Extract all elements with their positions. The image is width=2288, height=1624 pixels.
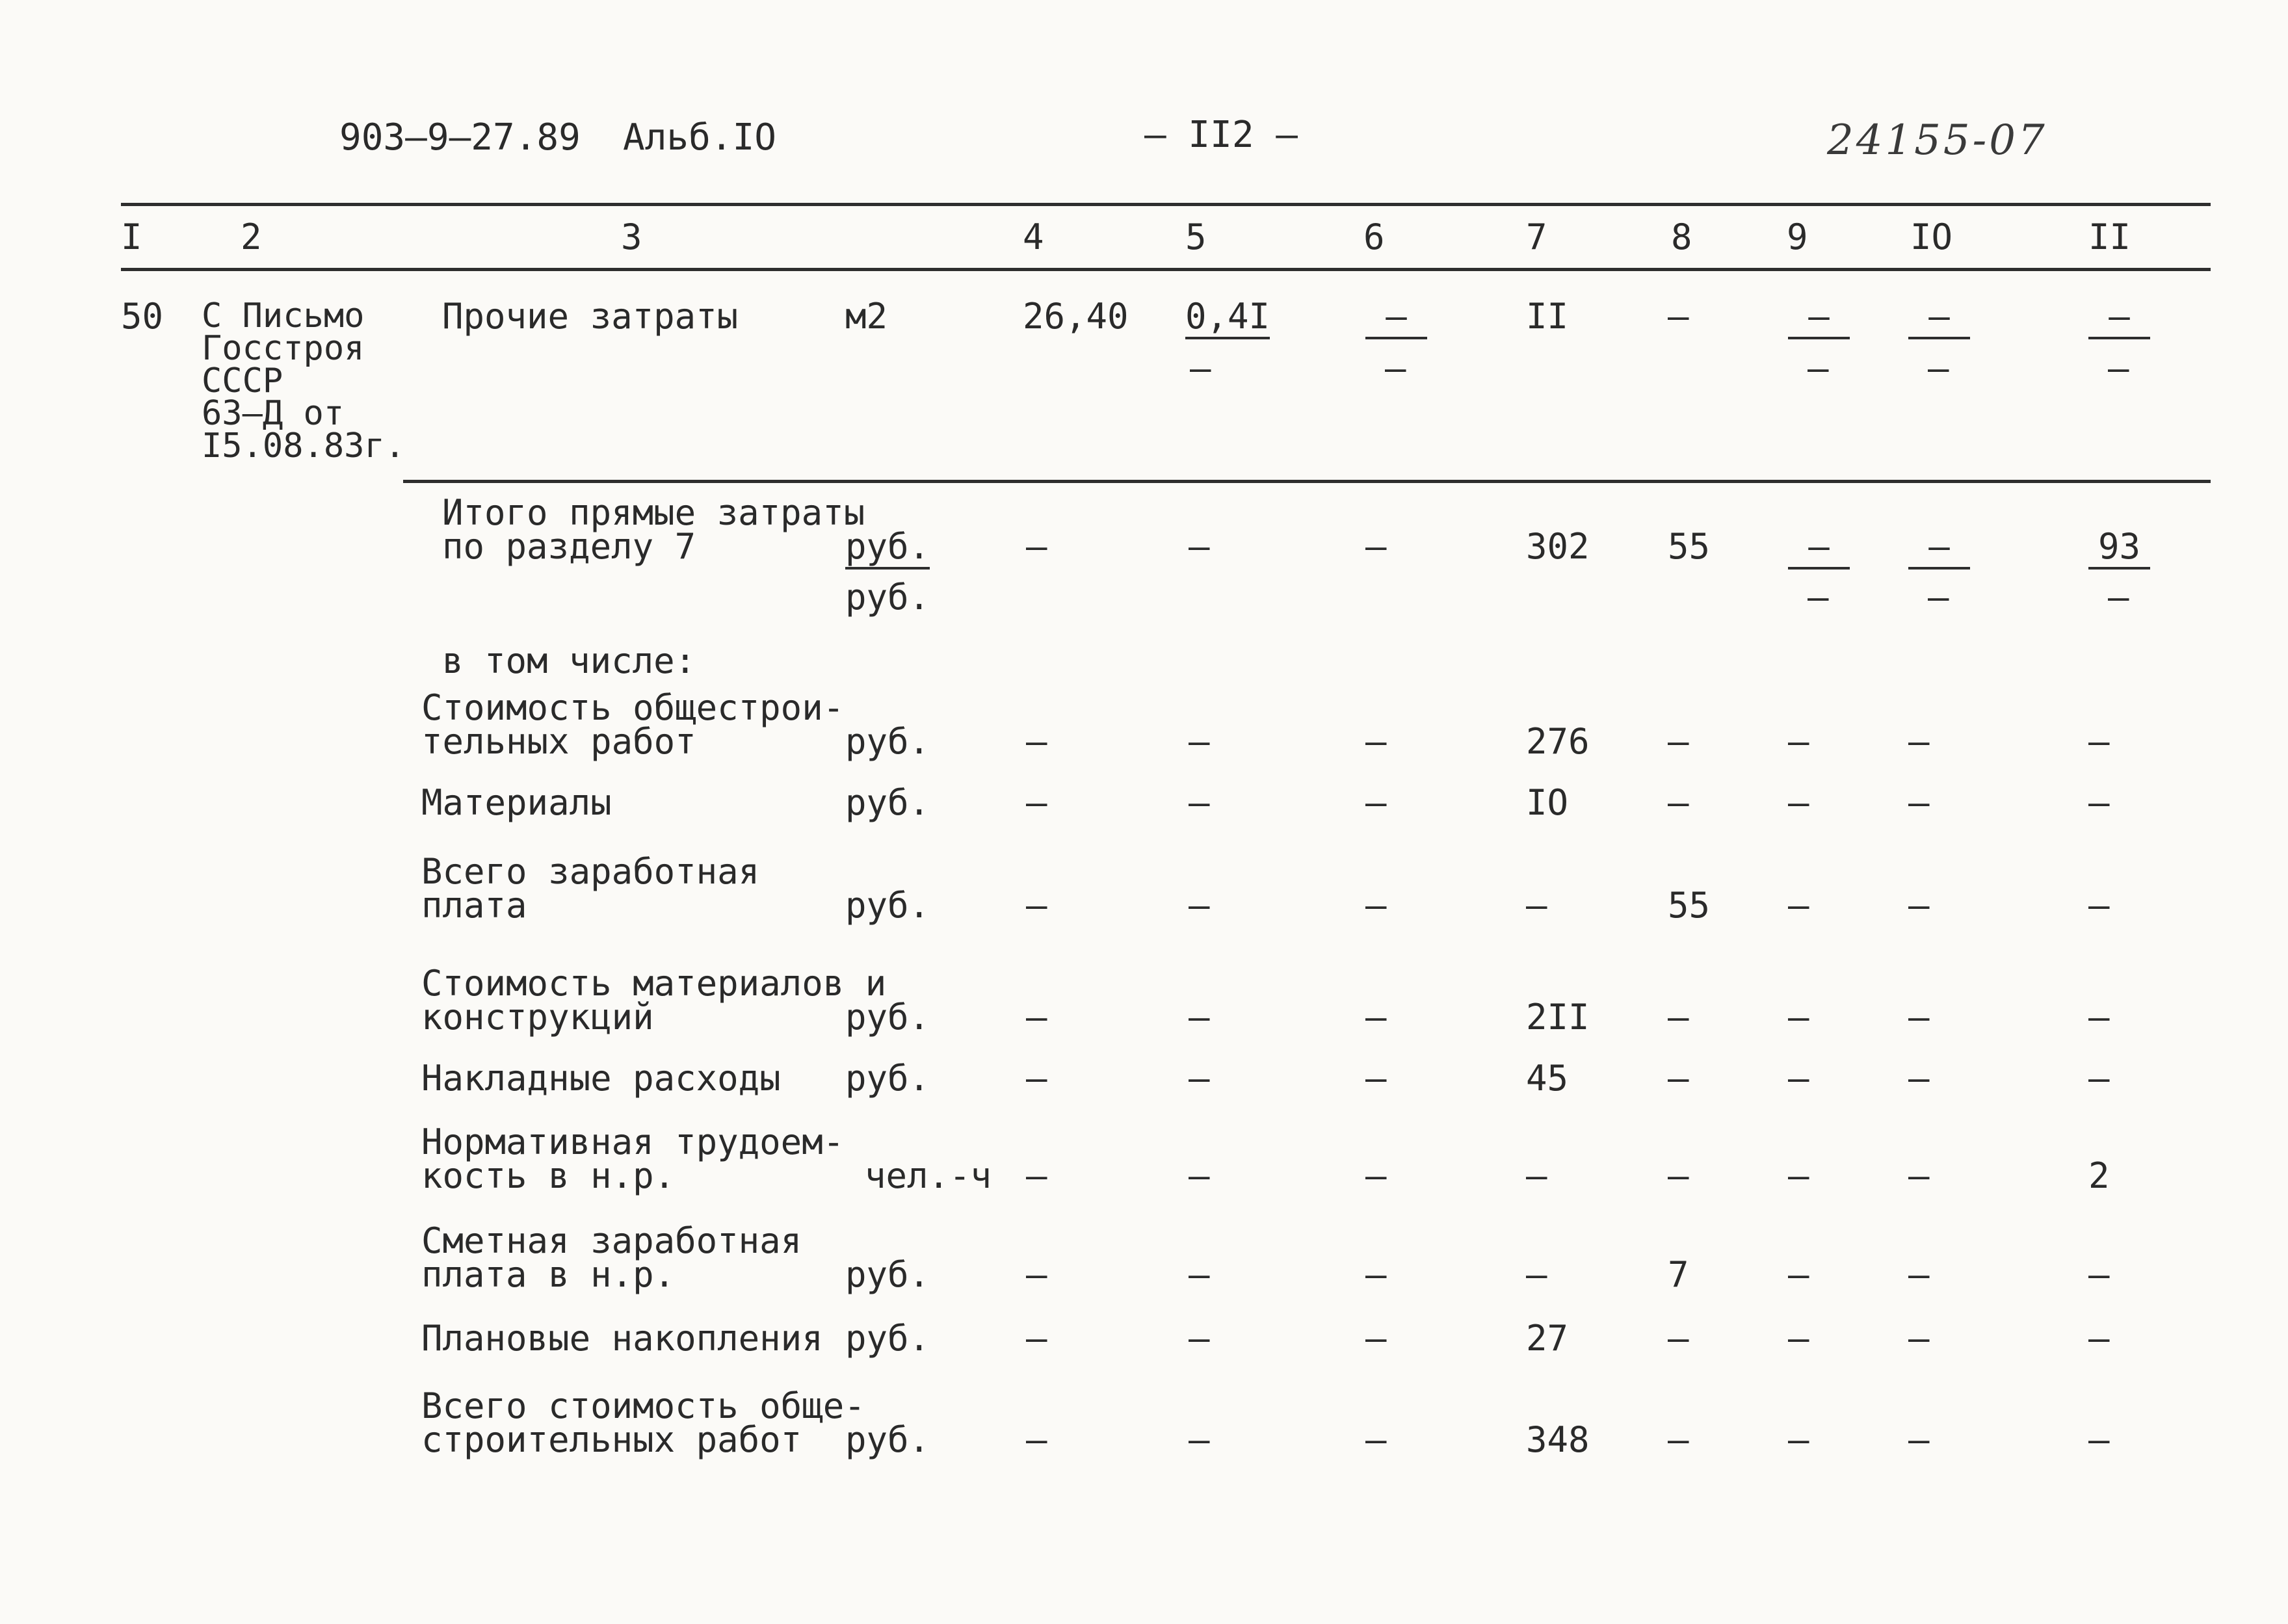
total-col5: – bbox=[1189, 526, 1210, 567]
col-header-6: 6 bbox=[1363, 216, 1385, 257]
cell-col6: – bbox=[1365, 1058, 1387, 1099]
col-header-3: 3 bbox=[621, 216, 642, 257]
page-number: – II2 – bbox=[1144, 114, 1298, 156]
row-number: 50 bbox=[121, 296, 164, 337]
cell-col9: – bbox=[1788, 1318, 1809, 1359]
basis-line-4: 63–Д от bbox=[202, 394, 345, 433]
cell-col8: – bbox=[1668, 782, 1689, 823]
cell-col4: – bbox=[1026, 1318, 1047, 1359]
cell-col10-top: – bbox=[1908, 299, 1970, 339]
cell-col6-bottom: – bbox=[1385, 348, 1406, 389]
cell-col7: IO bbox=[1526, 782, 1569, 823]
cell-col10: – bbox=[1908, 997, 1930, 1038]
total-name-line-2: по разделу 7 bbox=[442, 526, 696, 567]
total-col7: 302 bbox=[1526, 526, 1590, 567]
cell-col4: – bbox=[1026, 1254, 1047, 1295]
table-top-rule bbox=[121, 203, 2211, 206]
including-label: в том числе: bbox=[442, 640, 696, 681]
item-name-line-2: плата в н.р. bbox=[421, 1254, 676, 1295]
total-col10-bottom: – bbox=[1928, 577, 1949, 618]
handwritten-number: 24155-07 bbox=[1827, 116, 2047, 164]
cell-col5: – bbox=[1189, 1155, 1210, 1196]
cell-col9: – bbox=[1788, 997, 1809, 1038]
cell-col6: – bbox=[1365, 1155, 1387, 1196]
cell-col11: – bbox=[2088, 721, 2110, 762]
cell-col9: – bbox=[1788, 1155, 1809, 1196]
item-unit: руб. bbox=[845, 997, 930, 1038]
cell-col9: – bbox=[1788, 721, 1809, 762]
total-unit-bottom: руб. bbox=[845, 577, 930, 618]
total-col9-top: – bbox=[1788, 529, 1850, 570]
cell-col9: – bbox=[1788, 782, 1809, 823]
cell-col7: 276 bbox=[1526, 721, 1590, 762]
item-unit: чел.-ч bbox=[865, 1155, 992, 1196]
item-name-line-1: Всего стоимость обще- bbox=[421, 1385, 865, 1426]
cell-col9: – bbox=[1788, 885, 1809, 926]
item-name-line-1: Сметная заработная bbox=[421, 1220, 802, 1261]
cell-col4: 26,40 bbox=[1023, 296, 1129, 337]
cell-col11: – bbox=[2088, 1318, 2110, 1359]
cell-col9: – bbox=[1788, 1419, 1809, 1460]
cell-col6: – bbox=[1365, 997, 1387, 1038]
col-header-7: 7 bbox=[1526, 216, 1547, 257]
cell-col11: – bbox=[2088, 997, 2110, 1038]
cell-col11: – bbox=[2088, 1419, 2110, 1460]
total-col11-bottom: – bbox=[2108, 577, 2129, 618]
cell-col10-bottom: – bbox=[1928, 348, 1949, 389]
cell-col10: – bbox=[1908, 1419, 1930, 1460]
basis-line-5: I5.08.83г. bbox=[202, 426, 406, 465]
total-col9-bottom: – bbox=[1808, 577, 1829, 618]
col-header-1: I bbox=[121, 216, 142, 257]
item-name-line-1: Стоимость общестрои- bbox=[421, 687, 845, 728]
cell-col7: – bbox=[1526, 1155, 1547, 1196]
cell-col7: 348 bbox=[1526, 1419, 1590, 1460]
item-name-line-2: конструкций bbox=[421, 997, 654, 1038]
cell-col10: – bbox=[1908, 1155, 1930, 1196]
col-header-5: 5 bbox=[1185, 216, 1207, 257]
cell-col5: – bbox=[1189, 721, 1210, 762]
cell-col5: – bbox=[1189, 885, 1210, 926]
cell-col7: – bbox=[1526, 1254, 1547, 1295]
basis-line-2: Госстроя bbox=[202, 329, 365, 368]
item-unit: руб. bbox=[845, 1058, 930, 1099]
item-unit: м2 bbox=[845, 296, 888, 337]
cell-col8: – bbox=[1668, 721, 1689, 762]
col-header-4: 4 bbox=[1023, 216, 1044, 257]
cell-col6-top: – bbox=[1365, 299, 1427, 339]
cell-col7: 45 bbox=[1526, 1058, 1569, 1099]
item-unit: руб. bbox=[845, 782, 930, 823]
cell-col5-bottom: – bbox=[1190, 348, 1211, 389]
cell-col7: – bbox=[1526, 885, 1547, 926]
cell-col6: – bbox=[1365, 1254, 1387, 1295]
basis-line-1: С Письмо bbox=[202, 296, 365, 335]
cell-col6: – bbox=[1365, 782, 1387, 823]
total-unit-top: руб. bbox=[845, 529, 930, 570]
cell-col8: – bbox=[1668, 997, 1689, 1038]
total-col8: 55 bbox=[1668, 526, 1711, 567]
cell-col9: – bbox=[1788, 1254, 1809, 1295]
cell-col5: – bbox=[1189, 1419, 1210, 1460]
cell-col6: – bbox=[1365, 1419, 1387, 1460]
header-bottom-rule bbox=[121, 268, 2211, 271]
cell-col7: 27 bbox=[1526, 1318, 1569, 1359]
cell-col4: – bbox=[1026, 1419, 1047, 1460]
col-header-2: 2 bbox=[241, 216, 262, 257]
cell-col10: – bbox=[1908, 1058, 1930, 1099]
cell-col11: – bbox=[2088, 782, 2110, 823]
cell-col11: 2 bbox=[2088, 1155, 2110, 1196]
item-name-line-2: плата bbox=[421, 885, 527, 926]
cell-col5: – bbox=[1189, 997, 1210, 1038]
cell-col8: – bbox=[1668, 1419, 1689, 1460]
cell-col8: 55 bbox=[1668, 885, 1711, 926]
cell-col7: II bbox=[1526, 296, 1569, 337]
cell-col5: – bbox=[1189, 782, 1210, 823]
cell-col6: – bbox=[1365, 885, 1387, 926]
cell-col11: – bbox=[2088, 885, 2110, 926]
cell-col10: – bbox=[1908, 885, 1930, 926]
total-name-line-1: Итого прямые затраты bbox=[442, 492, 865, 533]
item-name-line-1: Нормативная трудоем- bbox=[421, 1121, 845, 1162]
item-name-line-1: Плановые накопления bbox=[421, 1318, 823, 1359]
item-name-line-1: Материалы bbox=[421, 782, 612, 823]
cell-col4: – bbox=[1026, 1058, 1047, 1099]
cell-col5-top: 0,4I bbox=[1185, 299, 1270, 339]
col-header-11: II bbox=[2088, 216, 2131, 257]
col-header-10: IO bbox=[1910, 216, 1953, 257]
cell-col4: – bbox=[1026, 997, 1047, 1038]
item-name-line-2: тельных работ bbox=[421, 721, 696, 762]
col-header-8: 8 bbox=[1671, 216, 1692, 257]
cell-col8: – bbox=[1668, 1058, 1689, 1099]
cell-col6: – bbox=[1365, 721, 1387, 762]
item-unit: руб. bbox=[845, 885, 930, 926]
cell-col9-top: – bbox=[1788, 299, 1850, 339]
cell-col5: – bbox=[1189, 1058, 1210, 1099]
cell-col4: – bbox=[1026, 1155, 1047, 1196]
document-code: 903–9–27.89 bbox=[339, 116, 581, 159]
total-col4: – bbox=[1026, 526, 1047, 567]
item-name-line-1: Стоимость материалов и bbox=[421, 963, 887, 1004]
item-name-line-2: кость в н.р. bbox=[421, 1155, 676, 1196]
cell-col10: – bbox=[1908, 1254, 1930, 1295]
cell-col11: – bbox=[2088, 1058, 2110, 1099]
item-name-line-2: строительных работ bbox=[421, 1419, 802, 1460]
cell-col10: – bbox=[1908, 782, 1930, 823]
item-name-line-1: Всего заработная bbox=[421, 851, 760, 892]
item-unit: руб. bbox=[845, 1318, 930, 1359]
totals-rule bbox=[403, 480, 2211, 483]
item-unit: руб. bbox=[845, 1254, 930, 1295]
cell-col8: 7 bbox=[1668, 1254, 1689, 1295]
cell-col11-bottom: – bbox=[2108, 348, 2129, 389]
cell-col4: – bbox=[1026, 721, 1047, 762]
total-col6: – bbox=[1365, 526, 1387, 567]
item-unit: руб. bbox=[845, 1419, 930, 1460]
cell-col8: – bbox=[1668, 296, 1689, 337]
cell-col5: – bbox=[1189, 1254, 1210, 1295]
total-col11-top: 93 bbox=[2088, 529, 2150, 570]
cell-col8: – bbox=[1668, 1155, 1689, 1196]
cell-col10: – bbox=[1908, 721, 1930, 762]
col-header-9: 9 bbox=[1787, 216, 1808, 257]
cell-col8: – bbox=[1668, 1318, 1689, 1359]
cell-col5: – bbox=[1189, 1318, 1210, 1359]
cell-col10: – bbox=[1908, 1318, 1930, 1359]
cell-col11: – bbox=[2088, 1254, 2110, 1295]
cell-col7: 2II bbox=[1526, 997, 1590, 1038]
cell-col11-top: – bbox=[2088, 299, 2150, 339]
item-name: Прочие затраты bbox=[442, 296, 739, 337]
basis-line-3: СССР bbox=[202, 361, 283, 400]
cell-col6: – bbox=[1365, 1318, 1387, 1359]
cell-col4: – bbox=[1026, 885, 1047, 926]
cell-col9-bottom: – bbox=[1808, 348, 1829, 389]
album-number: Альб.IO bbox=[623, 116, 777, 159]
item-unit: руб. bbox=[845, 721, 930, 762]
item-name-line-1: Накладные расходы bbox=[421, 1058, 781, 1099]
total-col10-top: – bbox=[1908, 529, 1970, 570]
cell-col9: – bbox=[1788, 1058, 1809, 1099]
cell-col4: – bbox=[1026, 782, 1047, 823]
